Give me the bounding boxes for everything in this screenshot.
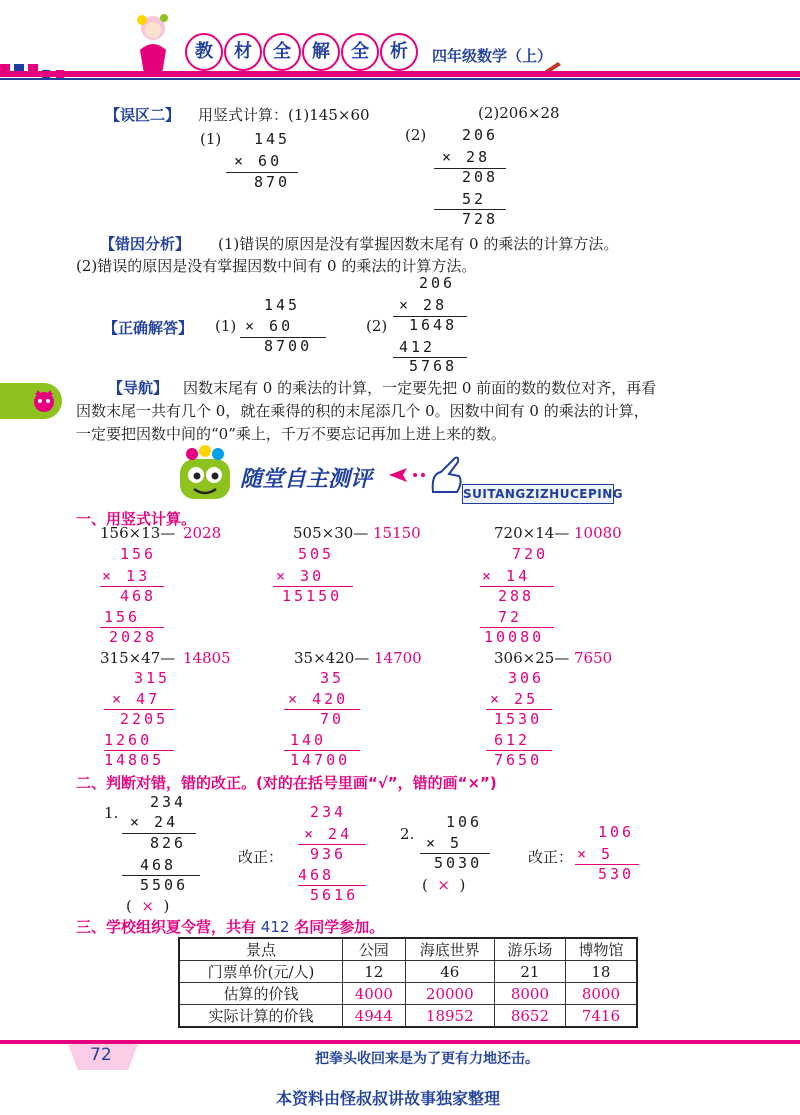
q2-p2-multiplier: × 5 (426, 834, 463, 852)
table-cell: 4000 (343, 983, 406, 1005)
mistake-p2-partial-1: 208 (462, 168, 499, 186)
q2-p2-mark: ( × ) (422, 876, 466, 894)
table-row (179, 961, 637, 983)
cat-face-icon (32, 389, 56, 413)
q1-item-expr: 315×47— (100, 649, 176, 667)
q1-item-multiplicand: 505 (298, 545, 335, 563)
table-header-cell: 公园 (343, 938, 406, 961)
q2-p1-index: 1. (104, 804, 119, 822)
table-cell: 20000 (405, 983, 494, 1005)
q1-item-partial-1: 70 (320, 710, 345, 728)
q1-item-multiplicand: 156 (120, 545, 157, 563)
q1-item-result: 7650 (494, 751, 543, 769)
ticket-table (178, 937, 638, 1028)
q3-count: 412 (260, 918, 290, 936)
section-banner-pinyin: SUITANGZIZHUCEPING (462, 484, 614, 504)
analysis-label: 【错因分析】 (100, 235, 191, 253)
table-cell: 12 (343, 961, 406, 983)
q1-item-partial-1: 468 (120, 587, 157, 605)
table-cell: 8000 (565, 983, 637, 1005)
q2-p1-fix-multiplicand: 234 (310, 803, 347, 821)
q1-item-partial-2: 156 (104, 608, 141, 626)
girl-mascot-icon (128, 10, 178, 80)
q1-item-multiplicand: 306 (508, 669, 545, 687)
q1-title: 一、用竖式计算。 (76, 510, 197, 528)
q1-item-multiplier: × 14 (482, 567, 531, 585)
mistake-p1-multiplier: × 60 (234, 152, 283, 170)
q1-item-multiplier: × 30 (276, 567, 325, 585)
q1-item-answer: 14805 (183, 649, 231, 667)
q2-p2-fix-label: 改正： (528, 848, 574, 866)
table-header-cell: 游乐场 (494, 938, 565, 961)
guide-line-1: 因数末尾有 0 的乘法的计算，一定要先把 0 前面的数的数位对齐，再看 (183, 379, 657, 397)
q1-item-multiplier: × 420 (288, 690, 349, 708)
correct-p2-multiplicand: 206 (419, 274, 456, 292)
q1-item-multiplier: × 13 (102, 567, 151, 585)
q2-p1-fix-partial-1: 936 (310, 845, 347, 863)
q1-item-multiplicand: 35 (320, 669, 345, 687)
q1-item-multiplier: × 47 (112, 690, 161, 708)
mistake-p1-multiplicand: 145 (254, 130, 291, 148)
q2-p1-multiplicand: 234 (150, 793, 187, 811)
mistake-p2-multiplicand: 206 (462, 126, 499, 144)
table-cell: 21 (494, 961, 565, 983)
header-title-char: 全 (341, 33, 379, 71)
q1-item-answer: 15150 (373, 524, 421, 542)
table-header-cell: 景点 (179, 938, 343, 961)
q1-item-partial-1: 2205 (120, 710, 169, 728)
guide-label: 【导航】 (108, 379, 169, 397)
pointing-hand-icon (425, 452, 465, 502)
section-banner-title: 随堂自主测评 (240, 467, 373, 492)
q2-p1-partial-1: 826 (150, 834, 187, 852)
footer-credit: 本资料由怪叔叔讲故事独家整理 (276, 1089, 501, 1108)
q2-p1-mark: ( × ) (126, 897, 170, 915)
correct-p1-result: 8700 (264, 337, 313, 355)
correct-label: 【正确解答】 (103, 319, 194, 337)
correct-p2-multiplier: × 28 (399, 296, 448, 314)
q1-item-expr: 720×14— (494, 524, 570, 542)
analysis-line-1: (1)错误的原因是没有掌握因数末尾有 0 的乘法的计算方法。 (218, 235, 619, 253)
q2-p2-fix-result: 530 (598, 865, 635, 883)
q1-item-result: 10080 (484, 628, 545, 646)
q1-item-multiplicand: 720 (512, 545, 549, 563)
q1-item-partial-2: 612 (494, 731, 531, 749)
correct-p1-multiplier: × 60 (245, 317, 294, 335)
mistake-prompt-2: (2)206×28 (478, 104, 560, 122)
q2-p2-fix-multiplier: × 5 (577, 845, 614, 863)
q2-p2-result: 5030 (434, 854, 483, 872)
header-title-char: 教 (185, 33, 223, 71)
page-number: 72 (90, 1045, 112, 1065)
side-tab (0, 383, 62, 419)
q2-p1-fix-label: 改正： (238, 848, 284, 866)
header-title-char: 析 (380, 33, 418, 71)
q2-p1-fix-multiplier: × 24 (304, 825, 353, 843)
q1-item-multiplier: × 25 (490, 690, 539, 708)
q2-p1-fix-result: 5616 (310, 886, 359, 904)
table-cell: 7416 (565, 1005, 637, 1028)
table-cell: 18952 (405, 1005, 494, 1028)
q2-p2-fix-multiplicand: 106 (598, 823, 635, 841)
q2-p1-fix-partial-2: 468 (298, 866, 335, 884)
mistake-p2-multiplier: × 28 (442, 148, 491, 166)
table-row-label: 估算的价钱 (179, 983, 343, 1005)
q1-item-partial-2: 1260 (104, 731, 153, 749)
table-row-label: 实际计算的价钱 (179, 1005, 343, 1028)
q1-item-result: 15150 (282, 587, 343, 605)
q1-item-answer: 2028 (183, 524, 222, 542)
table-cell: 8000 (494, 983, 565, 1005)
mistake-p2-result: 728 (462, 210, 499, 228)
table-cell: 46 (405, 961, 494, 983)
q1-item-answer: 10080 (574, 524, 622, 542)
mistake-p2-index: (2) (405, 126, 427, 144)
table-row (179, 1005, 637, 1028)
q2-title: 二、判断对错，错的改正。(对的在括号里画“√”，错的画“×”) (76, 774, 497, 792)
q1-item-partial-2: 140 (290, 731, 327, 749)
q1-item-partial-1: 288 (498, 587, 535, 605)
q1-item-result: 2028 (109, 628, 158, 646)
q2-p1-result: 5506 (140, 876, 189, 894)
q2-p2-multiplicand: 106 (446, 813, 483, 831)
mistake-p1-result: 870 (254, 173, 291, 191)
table-row (179, 983, 637, 1005)
header-title-char: 解 (302, 33, 340, 71)
table-cell: 4944 (343, 1005, 406, 1028)
table-header-row (179, 938, 637, 961)
q1-item-expr: 306×25— (494, 649, 570, 667)
analysis-line-2: (2)错误的原因是没有掌握因数中间有 0 的乘法的计算方法。 (76, 257, 477, 275)
mistake-prompt: 用竖式计算：(1)145×60 (198, 106, 370, 124)
correct-p2-partial-1: 1648 (409, 316, 458, 334)
header-subtitle: 四年级数学（上） (432, 47, 553, 65)
q1-item-result: 14805 (104, 751, 165, 769)
table-cell: 18 (565, 961, 637, 983)
header-title-char: 材 (224, 33, 262, 71)
mistake-p2-partial-2: 52 (462, 190, 487, 208)
mistake-p1-index: (1) (200, 130, 222, 148)
mistake-label: 【误区二】 (105, 106, 181, 124)
correct-p2-partial-2: 412 (399, 338, 436, 356)
correct-p1-index: (1) (215, 317, 237, 335)
q2-p1-multiplier: × 24 (130, 813, 179, 831)
monster-mascot-icon (170, 445, 240, 507)
guide-line-2: 因数末尾一共有几个 0，就在乘得的积的末尾添几个 0。因数中间有 0 的乘法的计算， (76, 402, 649, 420)
q1-item-answer: 7650 (574, 649, 613, 667)
table-header-cell: 海底世界 (405, 938, 494, 961)
q2-p2-index: 2. (400, 825, 415, 843)
q1-item-answer: 14700 (374, 649, 422, 667)
table-row-label: 门票单价(元/人) (179, 961, 343, 983)
correct-p1-multiplicand: 145 (264, 296, 301, 314)
q1-item-partial-1: 1530 (494, 710, 543, 728)
q2-p1-partial-2: 468 (140, 856, 177, 874)
q1-item-expr: 505×30— (293, 524, 369, 542)
correct-p2-result: 5768 (409, 357, 458, 375)
header-title-char: 全 (263, 33, 301, 71)
q1-item-multiplicand: 315 (134, 669, 171, 687)
guide-line-3: 一定要把因数中间的“0”乘上，千万不要忘记再加上进上来的数。 (76, 425, 506, 443)
q1-item-result: 14700 (290, 751, 351, 769)
table-header-cell: 博物馆 (565, 938, 637, 961)
q1-item-expr: 35×420— (294, 649, 370, 667)
q1-item-partial-2: 72 (498, 608, 523, 626)
correct-p2-index: (2) (366, 317, 388, 335)
q3-title: 三、学校组织夏令营，共有 412 名同学参加。 (76, 918, 385, 936)
table-cell: 8652 (494, 1005, 565, 1028)
footer-motto: 把拳头收回来是为了更有力地还击。 (315, 1051, 539, 1067)
q1-item-expr: 156×13— (100, 524, 176, 542)
